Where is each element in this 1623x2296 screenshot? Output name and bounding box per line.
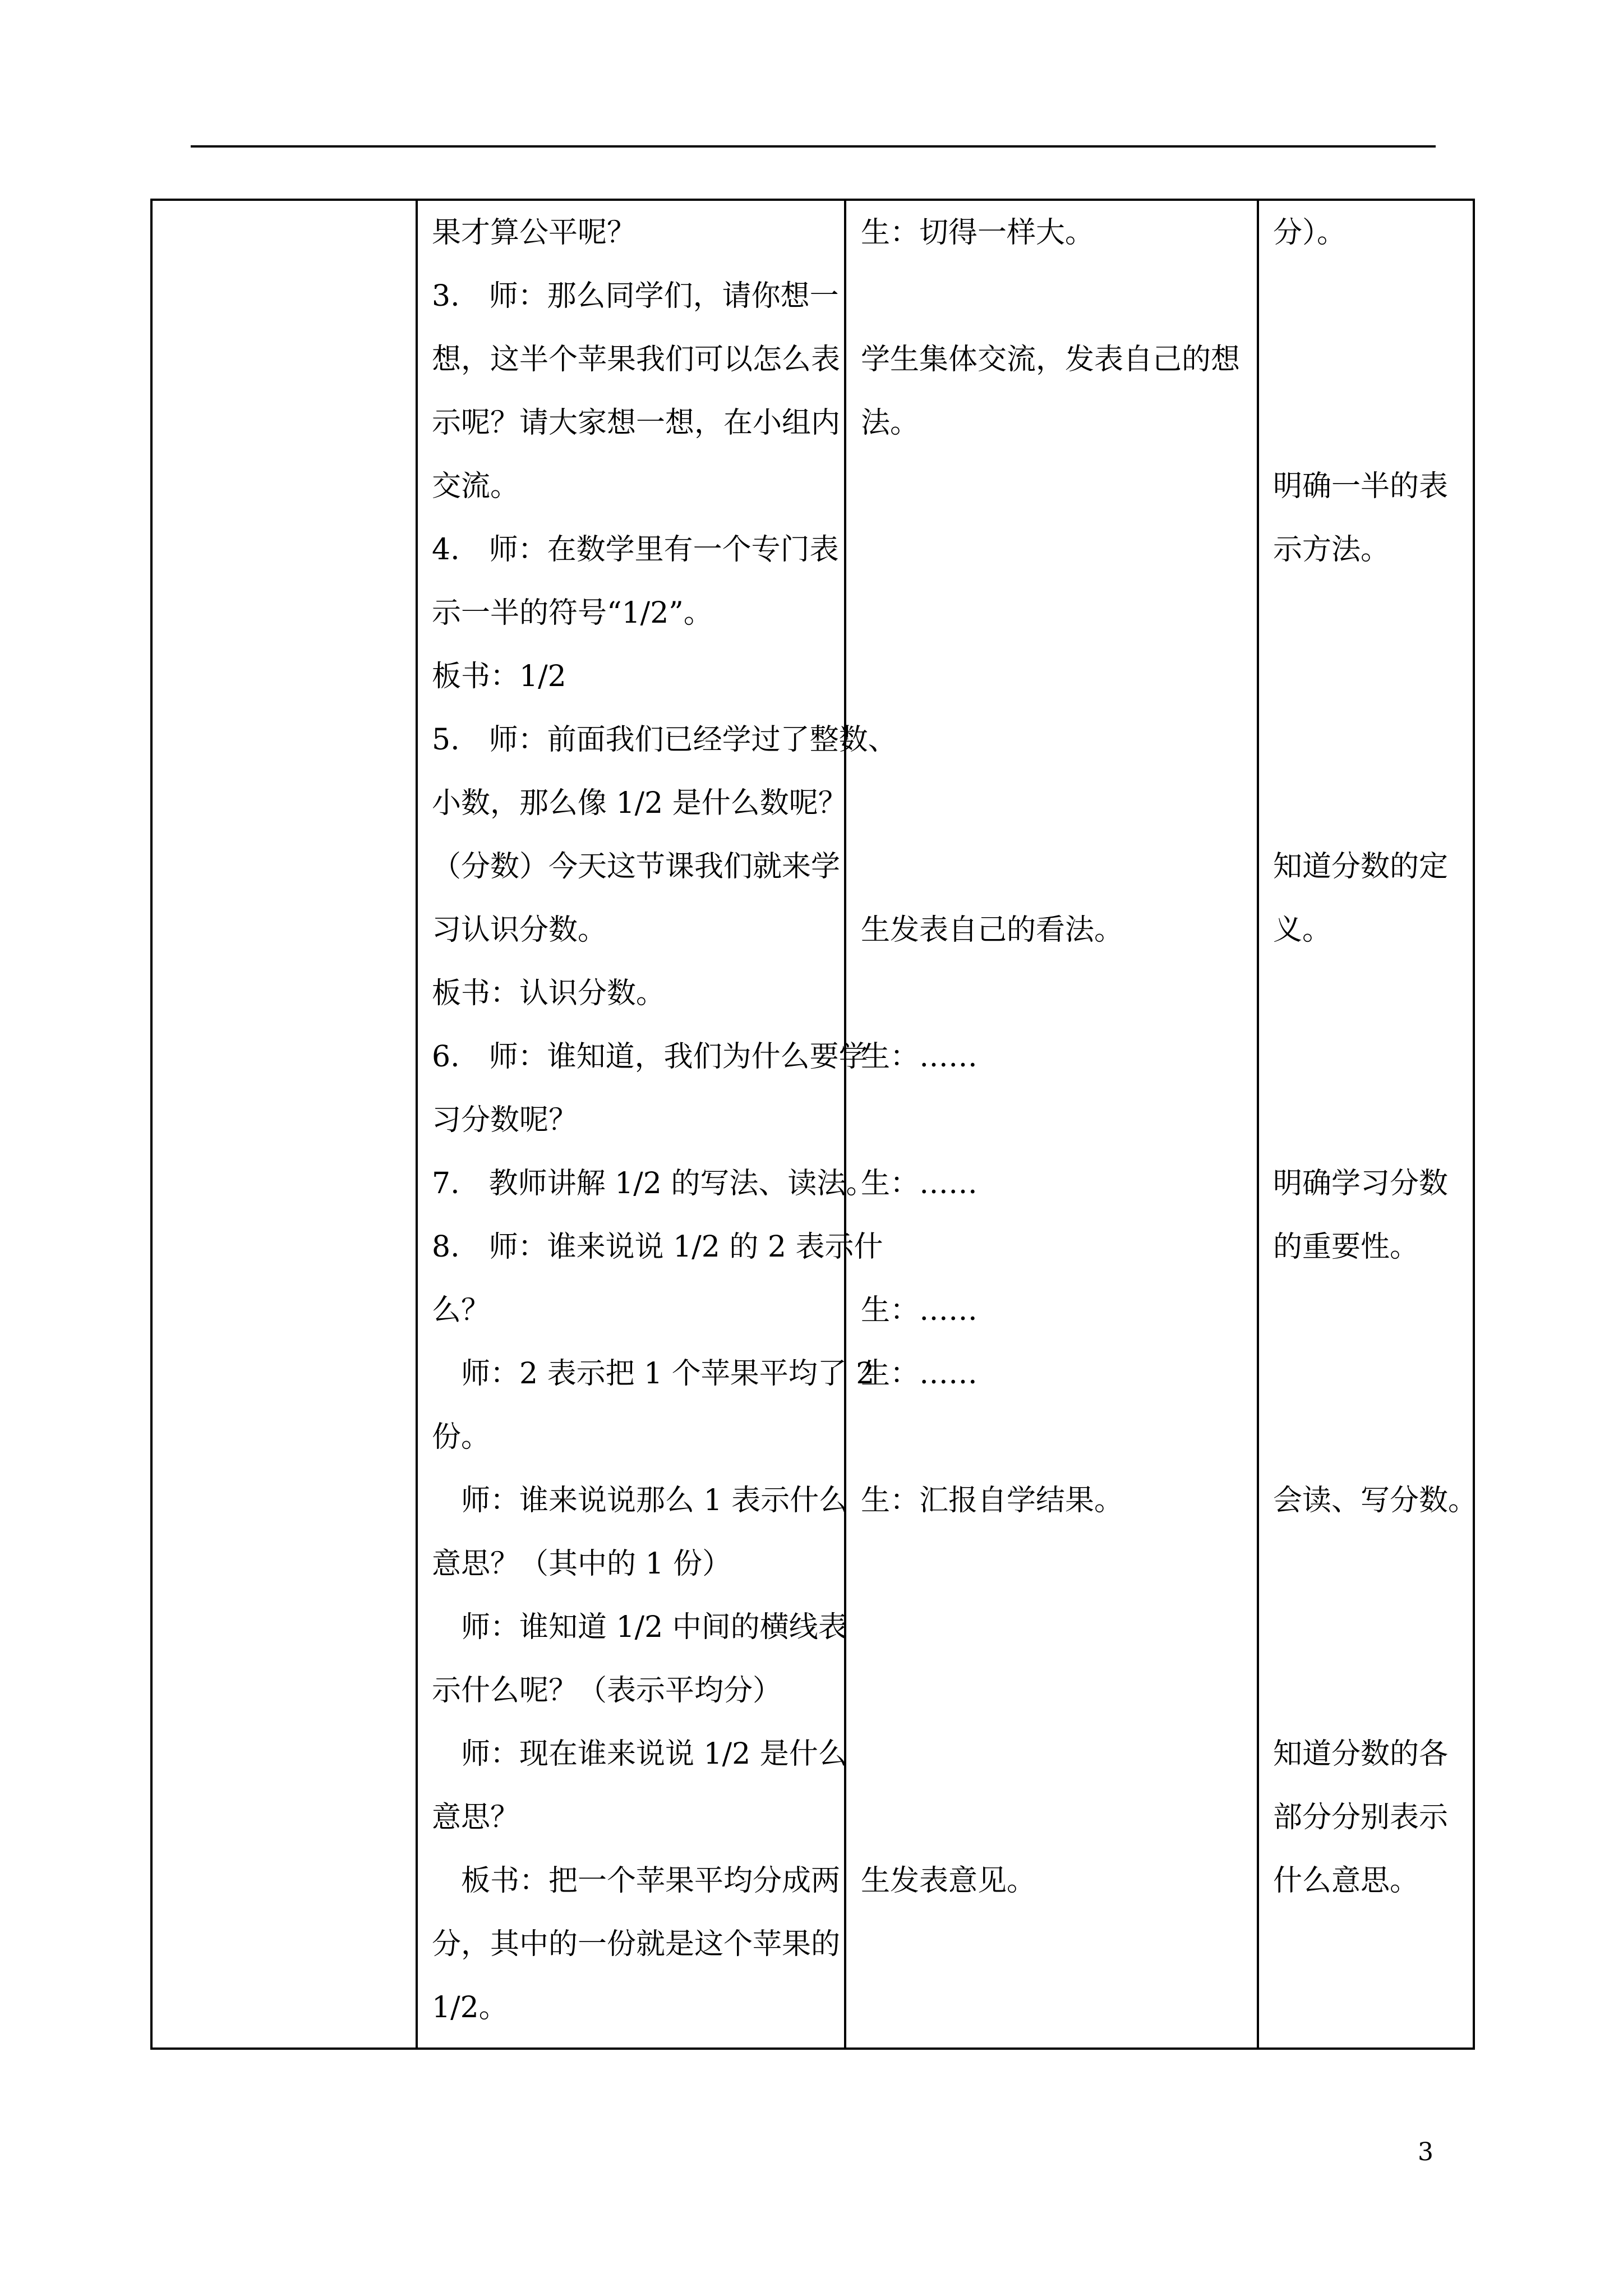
teacher-line: 习分数呢？ bbox=[432, 1103, 578, 1137]
teacher-line: 8. 师：谁来说说 1/2 的 2 表示什 bbox=[432, 1230, 883, 1264]
column-divider-3 bbox=[1257, 199, 1259, 2050]
intent-line: 明确学习分数 bbox=[1273, 1167, 1449, 1200]
intent-line: 什么意思。 bbox=[1273, 1864, 1419, 1898]
teacher-line: 师：现在谁来说说 1/2 是什么 bbox=[432, 1737, 847, 1771]
teacher-line: 5. 师：前面我们已经学过了整数、 bbox=[432, 723, 897, 757]
teacher-line: 想，这半个苹果我们可以怎么表 bbox=[432, 343, 841, 376]
page-number: 3 bbox=[1418, 2138, 1433, 2166]
teacher-line: 小数，那么像 1/2 是什么数呢？ bbox=[432, 786, 847, 820]
intent-line: 会读、写分数。 bbox=[1273, 1484, 1478, 1517]
student-line: 生：切得一样大。 bbox=[861, 216, 1095, 250]
teacher-line: 板书：1/2 bbox=[432, 660, 566, 693]
student-line: 生：…… bbox=[861, 1040, 978, 1074]
teacher-line: 板书：把一个苹果平均分成两 bbox=[432, 1864, 841, 1898]
teacher-line: 6. 师：谁知道，我们为什么要学 bbox=[432, 1040, 868, 1074]
column-divider-1 bbox=[416, 199, 418, 2050]
teacher-line: 板书：认识分数。 bbox=[432, 977, 666, 1010]
student-line: 生：…… bbox=[861, 1294, 978, 1327]
teacher-line: 意思？ bbox=[432, 1801, 520, 1834]
column-divider-2 bbox=[844, 199, 846, 2050]
student-line: 生：…… bbox=[861, 1357, 978, 1391]
teacher-line: 么？ bbox=[432, 1294, 491, 1327]
teacher-line: 分，其中的一份就是这个苹果的 bbox=[432, 1927, 841, 1961]
student-line: 生发表自己的看法。 bbox=[861, 913, 1124, 947]
teacher-line: 意思？（其中的 1 份） bbox=[432, 1547, 732, 1581]
teacher-line: 交流。 bbox=[432, 470, 520, 503]
intent-line: 示方法。 bbox=[1273, 533, 1390, 567]
intent-line: 部分分别表示 bbox=[1273, 1801, 1449, 1834]
intent-line: 义。 bbox=[1273, 913, 1332, 947]
teacher-line: 习认识分数。 bbox=[432, 913, 607, 947]
teacher-line: 师：2 表示把 1 个苹果平均了 2 bbox=[432, 1357, 875, 1391]
teacher-line: 果才算公平呢？ bbox=[432, 216, 637, 250]
teacher-line: （分数）今天这节课我们就来学 bbox=[432, 850, 841, 884]
student-line: 生：…… bbox=[861, 1167, 978, 1200]
teacher-line: 份。 bbox=[432, 1420, 491, 1454]
teacher-line: 1/2。 bbox=[432, 1991, 508, 2024]
header-rule bbox=[191, 145, 1436, 148]
intent-line: 知道分数的各 bbox=[1273, 1737, 1449, 1771]
teacher-line: 4. 师：在数学里有一个专门表 bbox=[432, 533, 839, 567]
student-line: 法。 bbox=[861, 406, 920, 440]
teacher-line: 示什么呢？（表示平均分） bbox=[432, 1674, 782, 1708]
teacher-line: 7. 教师讲解 1/2 的写法、读法。 bbox=[432, 1167, 875, 1200]
teacher-line: 示呢？请大家想一想，在小组内 bbox=[432, 406, 841, 440]
intent-line: 明确一半的表 bbox=[1273, 470, 1449, 503]
teacher-line: 3. 师：那么同学们，请你想一 bbox=[432, 279, 839, 313]
student-line: 生：汇报自学结果。 bbox=[861, 1484, 1124, 1517]
teacher-line: 师：谁来说说那么 1 表示什么 bbox=[432, 1484, 849, 1517]
intent-line: 知道分数的定 bbox=[1273, 850, 1449, 884]
intent-line: 的重要性。 bbox=[1273, 1230, 1419, 1264]
intent-line: 分）。 bbox=[1273, 216, 1347, 250]
teacher-line: 示一半的符号“1/2”。 bbox=[432, 596, 713, 630]
student-line: 学生集体交流，发表自己的想 bbox=[861, 343, 1241, 376]
student-line: 生发表意见。 bbox=[861, 1864, 1036, 1898]
teacher-line: 师：谁知道 1/2 中间的横线表 bbox=[432, 1611, 847, 1644]
